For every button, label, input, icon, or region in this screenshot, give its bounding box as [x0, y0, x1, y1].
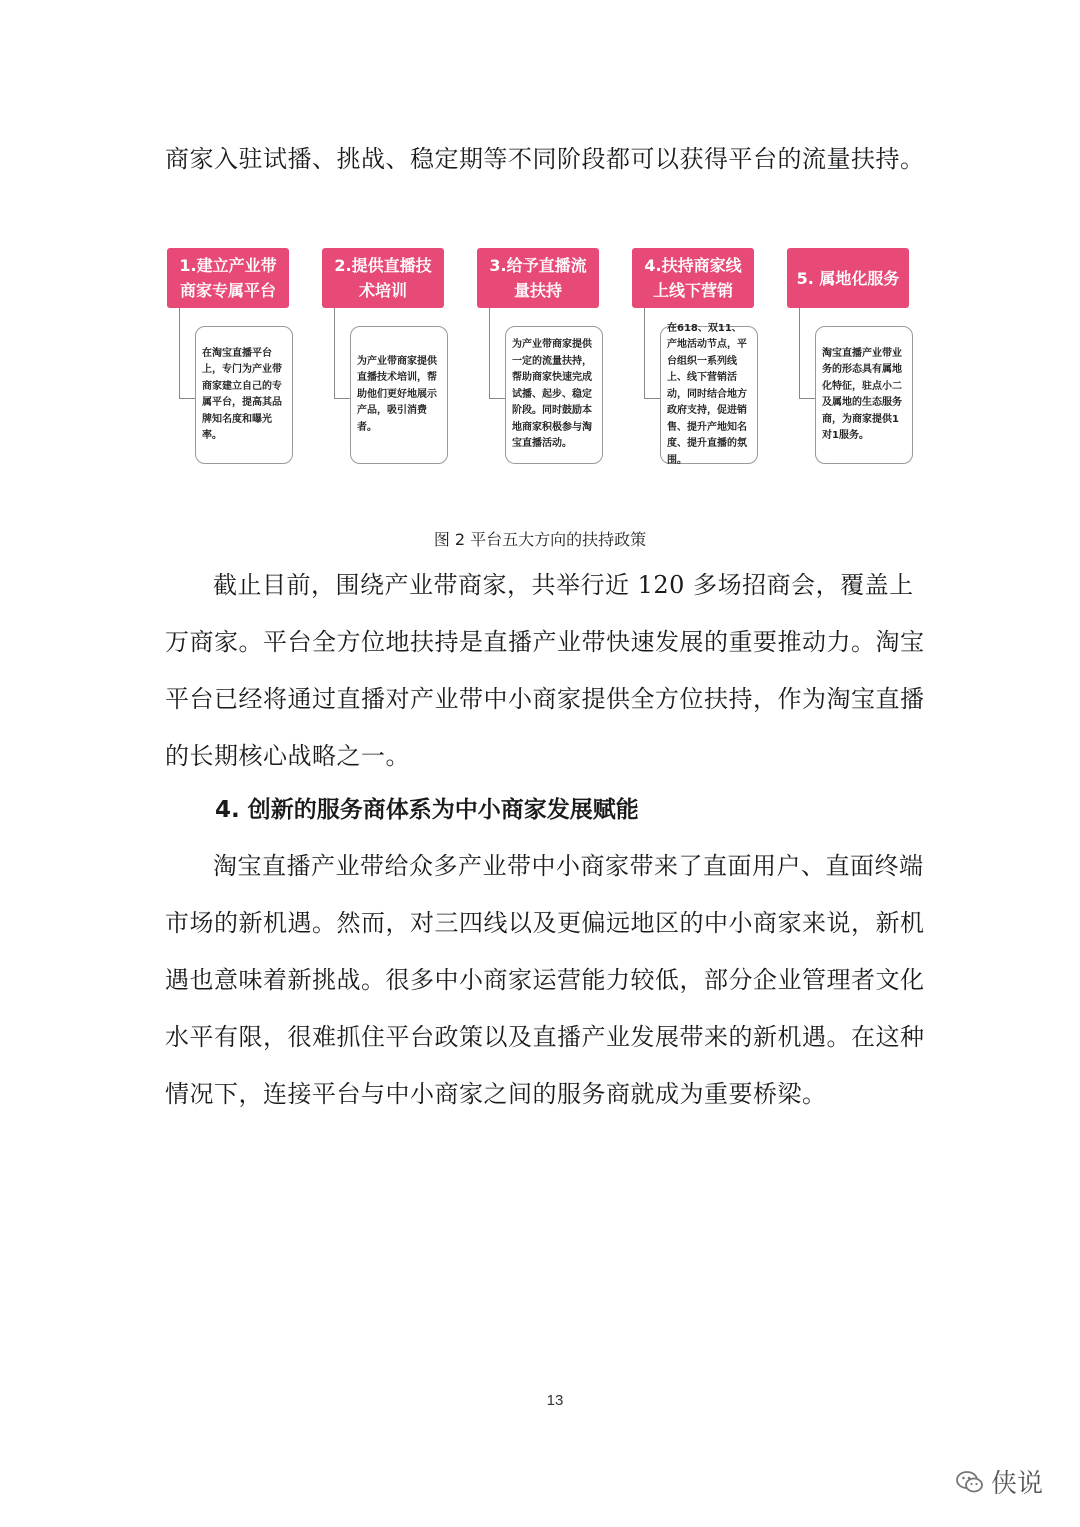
paragraph-2: 淘宝直播产业带给众多产业带中小商家带来了直面用户、直面终端市场的新机遇。然而，对三四线以及更偏远地区的中小商家来说，新机遇也意味着新挑战。很多中小商家运营能力较低，部分企业管理者文化水平有限，很难抓住平台政策以及直播产业发展带来的新机遇。在这种情况下，连接平台与中小商家之间的服务商就成为重要桥梁。 — [165, 852, 925, 1108]
policy-column-1 — [167, 248, 291, 468]
policy-detail-4: 在618、双11、产地活动节点，平台组织一系列线上、线下营销活动，同时结合地方政府支持，促进销售、提升产地知名度、提升直播的氛围。 — [660, 326, 758, 464]
figure-caption: 图 2 平台五大方向的扶持政策 — [433, 530, 647, 549]
connector-line — [799, 308, 816, 399]
watermark — [955, 1463, 1043, 1500]
policy-detail-2: 为产业带商家提供直播技术培训，帮助他们更好地展示产品，吸引消费者。 — [350, 326, 448, 464]
connector-line — [489, 308, 506, 399]
wechat-icon — [955, 1469, 985, 1495]
policy-title-2: 2.提供直播技术培训 — [322, 248, 444, 308]
connector-line — [334, 308, 351, 399]
policy-title-3: 3.给予直播流量扶持 — [477, 248, 599, 308]
connector-line — [644, 308, 661, 399]
policy-detail-1: 在淘宝直播平台上，专门为产业带商家建立自己的专属平台，提高其品牌知名度和曝光率。 — [195, 326, 293, 464]
policy-column-3 — [477, 248, 601, 468]
paragraph-1: 截止目前，围绕产业带商家，共举行近 120 多场招商会，覆盖上万商家。平台全方位地扶持是直播产业带快速发展的重要推动力。淘宝平台已经将通过直播对产业带中小商家提供全方位扶持，作为淘宝直播的长期核心战略之一。 — [165, 571, 925, 770]
section-heading: 4. 创新的服务商体系为中小商家发展赋能 — [215, 797, 639, 823]
policy-figure — [167, 248, 917, 468]
policy-column-4 — [632, 248, 756, 468]
intro-line: 商家入驻试播、挑战、稳定期等不同阶段都可以获得平台的流量扶持。 — [165, 145, 925, 173]
policy-title-4: 4.扶持商家线上线下营销 — [632, 248, 754, 308]
policy-column-5 — [787, 248, 911, 468]
policy-title-5: 5. 属地化服务 — [787, 248, 909, 308]
watermark-text: 侠说 — [991, 1469, 1044, 1499]
policy-detail-3: 为产业带商家提供一定的流量扶持，帮助商家快速完成试播、起步、稳定阶段。同时鼓励本地商家积极参与淘宝直播活动。 — [505, 326, 603, 464]
policy-detail-5: 淘宝直播产业带业务的形态具有属地化特征，驻点小二及属地的生态服务商，为商家提供1对1服务。 — [815, 326, 913, 464]
policy-title-1: 1.建立产业带商家专属平台 — [167, 248, 289, 308]
connector-line — [179, 308, 196, 399]
page-number: 13 — [546, 1392, 564, 1409]
policy-column-2 — [322, 248, 446, 468]
